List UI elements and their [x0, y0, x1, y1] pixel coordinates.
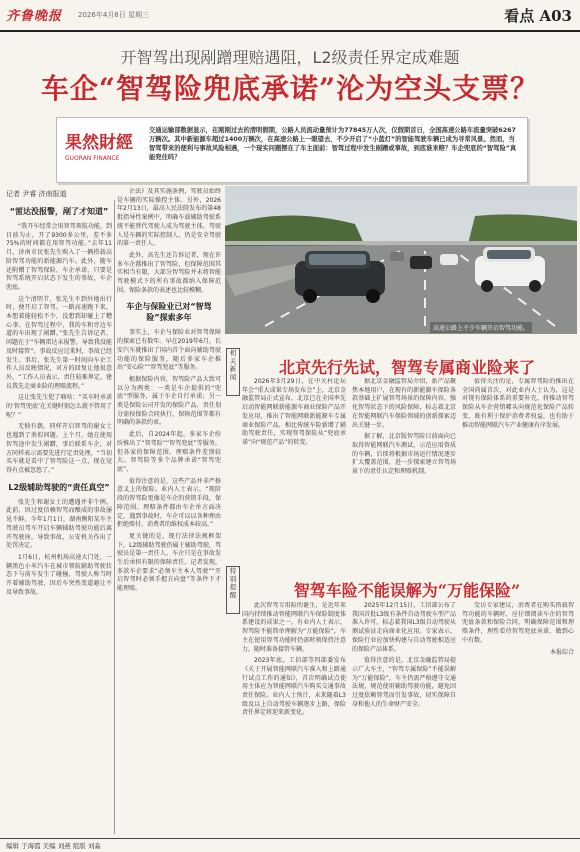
editor-credits: 编辑 于海霞 美编 刘燕 组版 刘淼 [6, 842, 101, 850]
column-logo [65, 128, 143, 174]
paragraph: 企法》及其实施条例，驾驶员始终是车辆的实际操控主体。另外，2026年2月13日，最高人民法院发布的第48批指导性案例中，明确车载辅助驾驶系统不能替代驾驶人成为驾驶主体，驾驶人是车辆的实际控制人，仍是安全驾驶的第一责任人。 [117, 188, 221, 248]
article-column [242, 378, 346, 558]
subhead: L2级辅助驾驶的“责任真空” [8, 482, 110, 492]
headline: 车企“智驾险兜底承诺”沦为空头支票？ [40, 72, 540, 105]
article-author: 本报综合 [549, 648, 574, 656]
paragraph: 据北京金融监管局介绍，新产品聚焦本地用户，在现有的新能源车保险条款基础上扩展智驾场景的保障内容，强化智驾状态下的风险保障，标志着北京在智能网联汽车保险领域的创新探索迈出关键一步。 [352, 378, 456, 429]
subhead: 车企与保险业已对“智驾险”探索多年 [126, 302, 212, 323]
section-label: 看点 A03 [504, 7, 572, 25]
article-column [462, 378, 574, 558]
paragraph: 2025年12月15日，工信部公布了我国首批L3级有条件自动驾驶车型产品准入许可，标志着我国L3级自动驾驶从测试验证走向商业化应用。专家表示，保险行业应加快构建与自动驾驶相适应的保险产品体系。 [352, 602, 456, 653]
newspaper-logo: 齐鲁晚报 [6, 9, 63, 24]
paragraph: “我开车经常会用智驾领航功能，到目前为止，开了9300多公里，差不多75%的时间都在用智驾功能。”去年11月，济南市民张先生购入了一辆搭载高阶智驾功能的新能源汽车。此外，随车还附赠了智驾保险，车企承诺，只要是智驾系统开启状态下发生的事故，车企兜底。 [6, 223, 112, 291]
article-column [352, 602, 456, 834]
page-footer [0, 838, 580, 852]
highway-photo [225, 186, 577, 334]
paragraph: 受访专家建议，消费者在购买搭载智驾功能的车辆时，应仔细阅读车企的智驾兜底条款和保险合同，明确保障范围和理赔条件，理性看待智驾兜底承诺，做到心中有数。 [462, 602, 574, 644]
column-logo-sub: GUORAN FINANCE [65, 155, 120, 162]
paragraph: 张先生和谢女士的遭遇并非个例。此前，因过度信赖智驾而酿成的事故屡见不鲜。今年1月1日，湖南衡阳某车主驾驶员驾车开启车辆辅助驾驶功能后离开驾驶座，导致事故，公安机关作出了处罚决定。 [6, 498, 112, 550]
paragraph: 此后，自2024年起，多家车企纷纷推出了“智驾险”“智驾兜底”等服务，但各家的保障范围、理赔条件差别较大。智驾险等多个品牌承诺“智驾兜底”。 [117, 431, 221, 473]
article-column [242, 602, 346, 834]
left-column [6, 202, 112, 834]
paragraph: 2026年3月29日，在中关村论坛年会“重大成果专场发布会”上，北京金融监管局正式宣布，北京已在全国率先启动智能网联新能源车商业保险产品开发应用，推出了智能网联新能源车专属商业保险产品，相比传统车险新增了辅助驾驶责任，实现智驾保险从“兜底承诺”向“规范产品”的转变。 [242, 378, 346, 446]
paragraph: 事实上，车企与保险业对智驾保障的探索已有数年。早在2019年6月，长安汽车就推出了国内首个面向辅助驾驶功能的保险服务，随后多家车企推出“安心险”“智驾兜底”等服务。 [117, 329, 221, 372]
paragraph: 值得关注的是，专属智驾险的推出在全国尚属首次，对此业内人士认为，这是对现有保险体系的重要补充，将推动智驾保险从车企营销噱头向规范化保险产品转变，既有利于保护消费者权益，也有助于推动智能网联汽车产业健康有序发展。 [462, 378, 574, 429]
paragraph: 更关键的是，现行法律法规框架下，L2级辅助驾驶仍属于辅助驾驶，驾驶员是第一责任人，车企只是在事故发生后承担有限的保障责任。记者发现，多款车企要求“必须车主本人驾驶”“开启智驾时必须手握方向盘”等条件下才能理赔。 [117, 532, 221, 593]
paragraph: 这让张先生犯了嘀咕：“买车时承诺的‘智驾兜底’在关键时刻怎么就不管用了呢？” [6, 394, 112, 419]
article-title: 北京先行先试，智驾专属商业险来了 [278, 358, 535, 377]
paragraph: 这个清明节，张先生不到外地出行时，便开启了智驾。一路高速跑下来，本想着能轻松不少，没想到却碰上了糟心事。在智驾过程中，我的车和旁边车道的车出现了剐蹭。”张先生告诉记者，问题在于“车辆雷达未报警，导致我没能及时接管”。事故反应过来时，事故已经发生。事后，张先生第一时间向车企工作人员反映情况，对方的回复让他很意外，“工作人员表示，责任较难界定，建议我先走商业险的理赔流程。” [6, 295, 112, 390]
kicker: 开智驾出现剐蹭理赔遇阻，L2级责任界定成难题 [120, 48, 460, 67]
column-divider [114, 200, 115, 834]
section-tag: 特别提醒 [226, 566, 240, 614]
paragraph: 此外，高先生还告诉记者，现在许多车企都推出了智驾险，但保障范围其实相当有限，大部分智驾险并未将智能驾驶模式下的所有事故都纳入保障范围，保险条款的表述也比较模糊。 [117, 251, 221, 294]
byline: 记者 尹睿 济南报道 [6, 190, 67, 198]
paragraph: 无独有偶，同样开启智驾的谢女士也遇到了类似问题。上个月，她在使用智驾途中发生剐蹭，事后联系车企，对方同样表示需要先进行定责处理，“当初买车就是看中了智驾险这一点，现在觉得有点被忽悠了。” [6, 423, 112, 474]
column-logo-text: 果然財經 [65, 133, 133, 153]
paragraph: 值得注意的是，这些产品并非严格意义上的保险。业内人士表示，“现阶段的智驾险更像是车企的营销手段，保障范围、理赔条件都由车企单方面决定，遇到事故时，车企可以以各种理由拒绝赔付，消费者的维权成本较高。” [117, 477, 221, 529]
paragraph: 1月6日，杭州机场高速大门处，一辆黑色小米汽车在城市领航辅助驾驶状态下与前车发生了碰撞，驾驶人称当时开着辅助驾驶，因后车突然变道避让不及导致事故。 [6, 553, 112, 596]
summary-box [56, 117, 528, 183]
paragraph: 此次智驾专用险的诞生，是近年来国内持续推动智能网联汽车保险制度体系建设的成果之一。有业内人士表示，智驾险不能简单理解为“万能保险”，车主在使用智驾功能时仍需时刻保持注意力，随时准备接管车辆。 [242, 602, 346, 653]
paragraph: 据了解，北京版智驾险目前面向已取得智能网联汽车测试、示范应用资质的车辆，后续将根据市场运行情况逐步扩大覆盖范围，进一步探索建立智驾场景下的责任认定和理赔机制。 [352, 433, 456, 476]
page-header [0, 0, 580, 32]
section-tag: 相关新闻 [226, 348, 240, 396]
paragraph: 根据保险内容，智驾险产品大致可以分为两类：一类是车企提供的“兜底”型服务，属于车企自行承诺；另一类是保险公司开发的保险产品，责任划分需按保险合同执行，保障范围等都有明确的条款约束。 [117, 375, 221, 427]
highway-photo-image [225, 186, 577, 334]
article-title: 智驾车险不能误解为“万能保险” [293, 581, 521, 600]
summary-text: 交通运输部数据显示，在刚刚过去的清明假期，公路人员流动量预计为77845万人次，仅假期首日，全国高速公路车流量突破6267万辆次。其中新能源车超过1400万辆次，在高速公路上一眼望去，不少开启了“小蓝灯”的智能驾驶车辆已成为寻常风景。然而，当智驾带来的便利与事故风险相遇，一个现实问题摆在了车主面前：智驾过程中发生剐蹭或事故，到底谁来赔？车企兜底的“智驾险”真能兜住吗？ [149, 127, 517, 161]
paragraph: 2023年底，工信部等四部委发布《关于开展智能网联汽车准入和上路通行试点工作的通知》，首次明确试点使用主体应为智能网联汽车购买交通事故责任保险。业内人士预计，未来随着L3级及以上自动驾驶车辆逐步上路，保险责任界定将迎来新变化。 [242, 657, 346, 717]
middle-column [117, 188, 221, 834]
subhead: “雷达没报警，剐了才知道” [9, 207, 109, 216]
article-column [462, 602, 574, 834]
article-column [352, 378, 456, 558]
paragraph: 值得注意的是，北京金融监管局提示广大车主，“智驾专属保险”不能误解为“万能保险”，车主仍需严格遵守交通法规，规范使用辅助驾驶功能，避免因过度依赖智驾而引发事故，切实保障自身和他人的生命财产安全。 [352, 657, 456, 708]
dateline: 2026年4月8日 星期三 [78, 11, 149, 19]
photo-caption: 高速公路上不少车辆开启智驾功能。 [430, 322, 532, 333]
